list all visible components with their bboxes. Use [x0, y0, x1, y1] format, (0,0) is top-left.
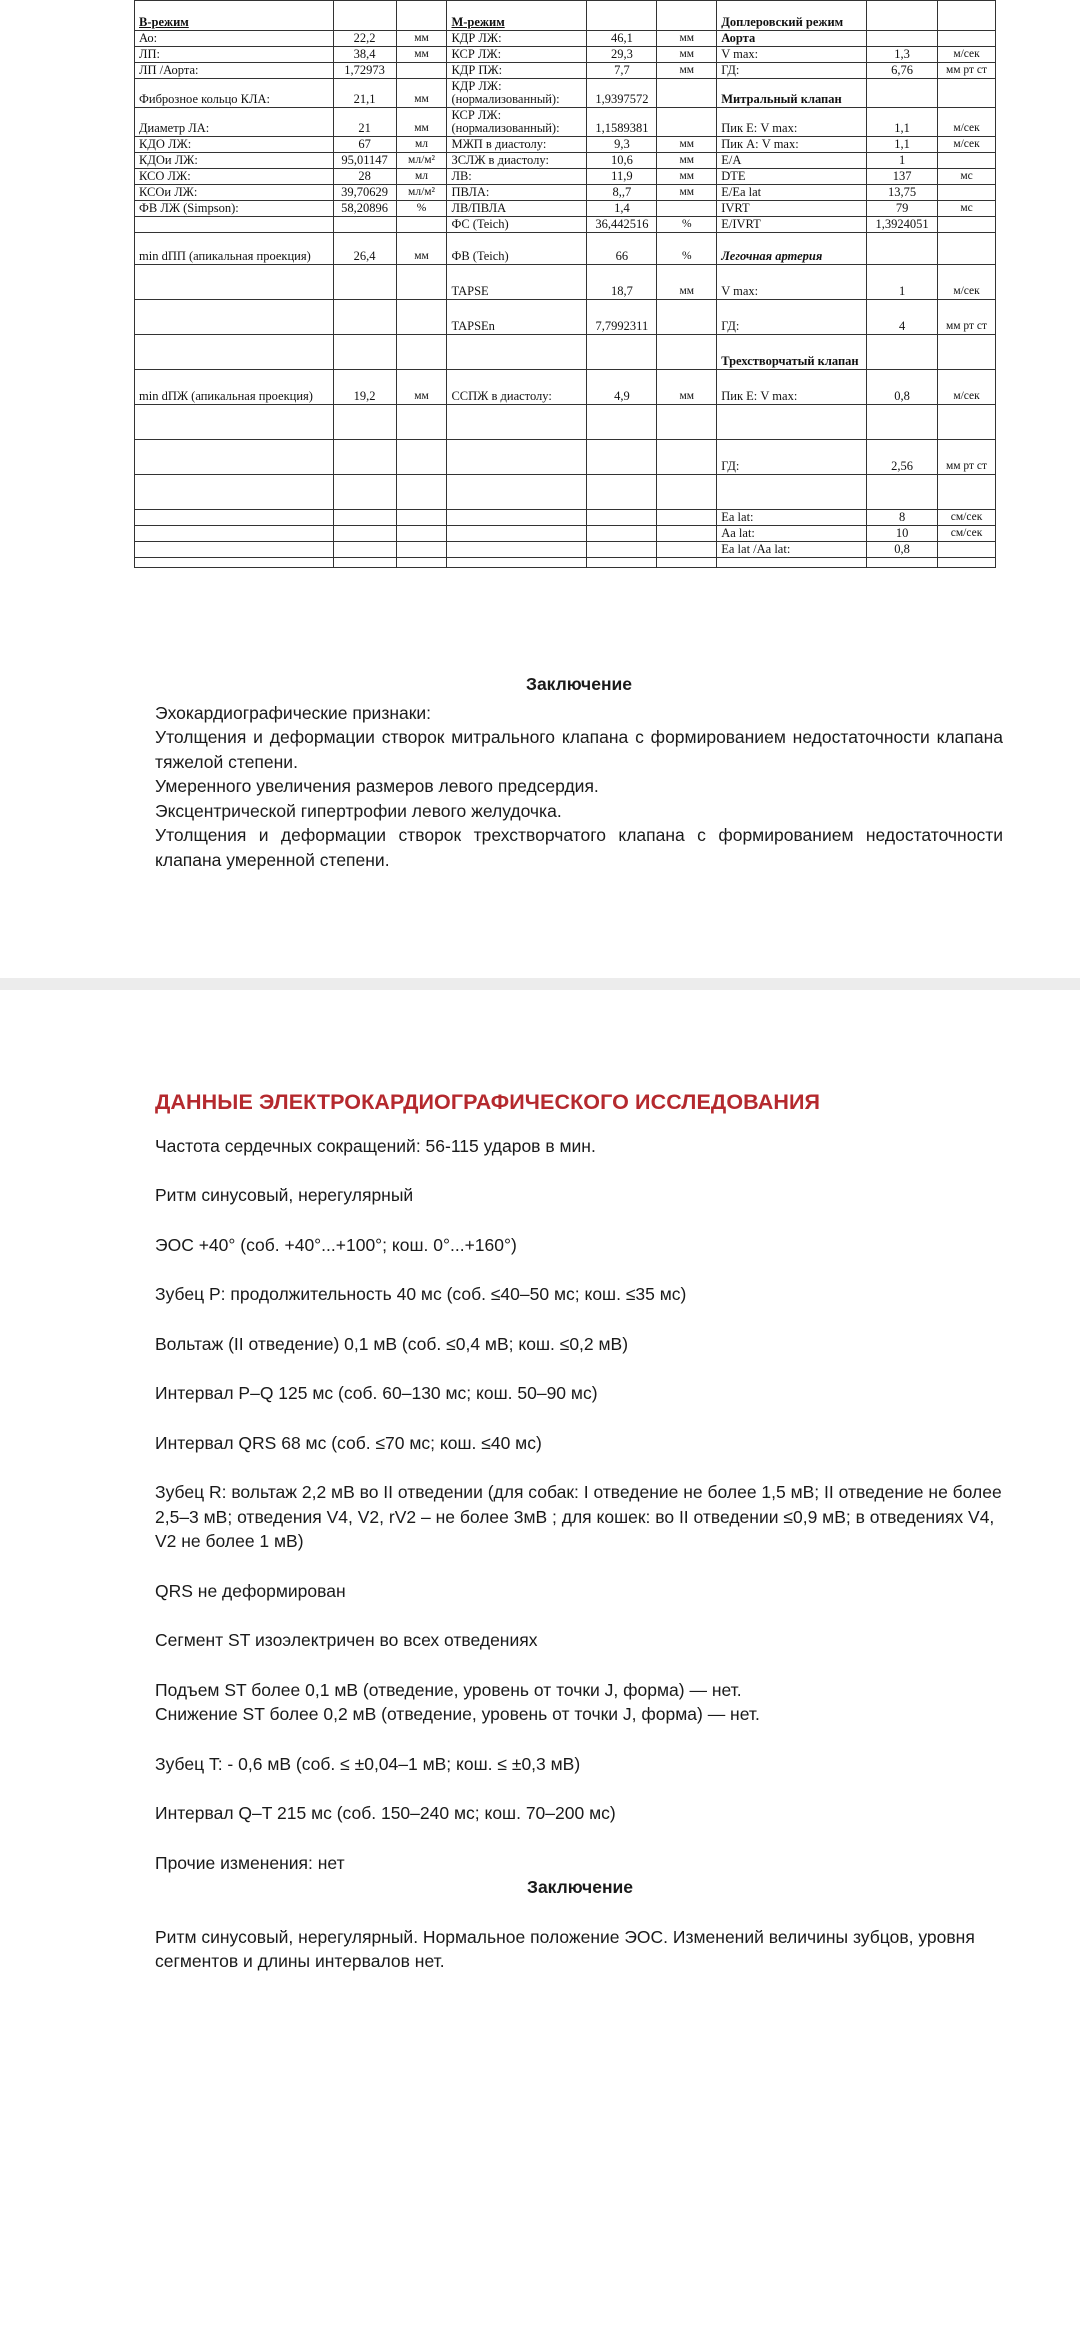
- b-mode-label: [135, 335, 334, 370]
- m-mode-label: МЖП в диастолу:: [447, 137, 587, 153]
- doppler-unit: см/сек: [938, 510, 996, 526]
- ecg-r-wave: Зубец R: вольтаж 2,2 мВ во II отведении (для собак: I отведение не более 1,5 мВ; II отведение не более 2,5–3 мВ; отведения V4, V2, rV2 – не более 3мВ ; для кошек: во II отведении ≤0,9 мВ; в отведениях V4, V2 не более 1 мВ): [155, 1482, 1002, 1551]
- m-mode-label: [447, 542, 587, 558]
- doppler-unit: [938, 405, 996, 440]
- m-mode-unit: мм: [657, 185, 717, 201]
- b-mode-value: [333, 217, 396, 233]
- doppler-unit: [938, 185, 996, 201]
- doppler-label: Легочная артерия: [717, 233, 867, 265]
- b-mode-value: [333, 475, 396, 510]
- m-mode-unit: мм: [657, 137, 717, 153]
- doppler-value: [867, 335, 938, 370]
- b-mode-unit: мл: [396, 137, 447, 153]
- b-mode-value: 39,70629: [333, 185, 396, 201]
- ecg-rhythm: Ритм синусовый, нерегулярный: [155, 1185, 414, 1205]
- b-mode-label: [135, 440, 334, 475]
- doppler-unit: мс: [938, 201, 996, 217]
- doppler-label: Ea lat /Aa lat:: [717, 542, 867, 558]
- doppler-unit: мм рт ст: [938, 63, 996, 79]
- table-row: [135, 31, 996, 47]
- m-mode-value: [587, 440, 657, 475]
- doppler-value: 1: [867, 265, 938, 300]
- m-mode-unit: [657, 201, 717, 217]
- b-mode-unit: [396, 510, 447, 526]
- b-mode-label: [135, 405, 334, 440]
- b-mode-unit: мл/м²: [396, 185, 447, 201]
- b-mode-label: [135, 475, 334, 510]
- doppler-unit: м/сек: [938, 370, 996, 405]
- table-row: [135, 300, 996, 335]
- table-row: [135, 370, 996, 405]
- ecg-pq-interval: Интервал P–Q 125 мс (соб. 60–130 мс; кош. 50–90 мс): [155, 1383, 598, 1403]
- m-mode-label: КДР ЛЖ: (нормализованный):: [447, 79, 587, 108]
- doppler-value: 4: [867, 300, 938, 335]
- doppler-label: Aa lat:: [717, 526, 867, 542]
- doppler-label: [717, 558, 867, 568]
- doppler-unit: мс: [938, 169, 996, 185]
- table-row: [135, 217, 996, 233]
- b-mode-label: min dПЖ (апикальная проекция): [135, 370, 334, 405]
- m-mode-unit: мм: [657, 47, 717, 63]
- ecg-page: [155, 1090, 1005, 1974]
- doppler-label: V max:: [717, 47, 867, 63]
- m-mode-value: 4,9: [587, 370, 657, 405]
- m-mode-label: [447, 440, 587, 475]
- m-mode-label: [447, 405, 587, 440]
- doppler-value: 0,8: [867, 370, 938, 405]
- b-mode-value: 67: [333, 137, 396, 153]
- echo-conclusion-intro: Эхокардиографические признаки:: [155, 702, 432, 723]
- b-mode-label: КСОи ЛЖ:: [135, 185, 334, 201]
- doppler-unit: [938, 217, 996, 233]
- m-mode-value: 7,7: [587, 63, 657, 79]
- ecg-st-rise: Подъем ST более 0,1 мВ (отведение, уровень от точки J, форма) — нет.: [155, 1679, 742, 1700]
- doppler-header: Доплеровский режим: [717, 1, 867, 31]
- ecg-eos: ЭОС +40° (соб. +40°...+100°; кош. 0°...+160°): [155, 1234, 517, 1255]
- echo-conclusion-p3: Эксцентрической гипертрофии левого желудочка.: [155, 800, 562, 821]
- doppler-label: Пик Е: V max:: [717, 370, 867, 405]
- m-mode-unit: мм: [657, 31, 717, 47]
- doppler-unit: мм рт ст: [938, 440, 996, 475]
- b-mode-label: [135, 300, 334, 335]
- echo-conclusion-title: Заключение: [525, 674, 633, 694]
- doppler-unit: [938, 153, 996, 169]
- m-mode-label: ССПЖ в диастолу:: [447, 370, 587, 405]
- b-mode-unit: [396, 335, 447, 370]
- b-mode-unit: мм: [396, 31, 447, 47]
- echo-header-row: [135, 1, 996, 31]
- doppler-value: 137: [867, 169, 938, 185]
- b-mode-unit: [396, 265, 447, 300]
- b-mode-value: 21,1: [333, 79, 396, 108]
- b-mode-label: [135, 217, 334, 233]
- doppler-value: 1,1: [867, 137, 938, 153]
- doppler-label: Митральный клапан: [717, 79, 867, 108]
- m-mode-label: [447, 335, 587, 370]
- doppler-unit: [938, 233, 996, 265]
- table-row: [135, 153, 996, 169]
- m-mode-unit: [657, 440, 717, 475]
- m-mode-unit: [657, 558, 717, 568]
- table-row: [135, 335, 996, 370]
- b-mode-label: [135, 265, 334, 300]
- doppler-label: DTE: [717, 169, 867, 185]
- doppler-value: 6,76: [867, 63, 938, 79]
- doppler-value: [867, 79, 938, 108]
- doppler-label: E/IVRT: [717, 217, 867, 233]
- m-mode-label: КСР ЛЖ: (нормализованный):: [447, 108, 587, 137]
- m-mode-value: 1,9397572: [587, 79, 657, 108]
- echo-table: [134, 0, 996, 568]
- m-mode-label: КДР ПЖ:: [447, 63, 587, 79]
- m-mode-value: 36,442516: [587, 217, 657, 233]
- table-row: [135, 233, 996, 265]
- b-mode-unit: [396, 440, 447, 475]
- m-mode-value: 18,7: [587, 265, 657, 300]
- doppler-unit: [938, 79, 996, 108]
- m-mode-label: ФВ (Teich): [447, 233, 587, 265]
- table-row: [135, 108, 996, 137]
- m-mode-value: [587, 405, 657, 440]
- table-row: [135, 47, 996, 63]
- m-mode-label: КСР ЛЖ:: [447, 47, 587, 63]
- ecg-qrs-interval: Интервал QRS 68 мс (соб. ≤70 мс; кош. ≤40 мс): [155, 1432, 542, 1453]
- b-mode-value: [333, 440, 396, 475]
- doppler-unit: [938, 31, 996, 47]
- b-mode-unit: мм: [396, 79, 447, 108]
- m-mode-value: 9,3: [587, 137, 657, 153]
- b-mode-unit: %: [396, 201, 447, 217]
- m-mode-value: 46,1: [587, 31, 657, 47]
- m-mode-value: [587, 475, 657, 510]
- b-mode-label: КДОи ЛЖ:: [135, 153, 334, 169]
- echo-conclusion-p2: Умеренного увеличения размеров левого предсердия.: [155, 776, 599, 796]
- ecg-qrs-shape: QRS не деформирован: [155, 1580, 346, 1601]
- m-mode-label: [447, 475, 587, 510]
- table-row: [135, 169, 996, 185]
- m-mode-value: [587, 542, 657, 558]
- doppler-value: 1,1: [867, 108, 938, 137]
- doppler-unit: [938, 542, 996, 558]
- page-divider: [0, 978, 1080, 990]
- ecg-t-wave: Зубец T: - 0,6 мВ (соб. ≤ ±0,04–1 мВ; кош. ≤ ±0,3 мВ): [155, 1753, 581, 1774]
- b-mode-label: [135, 542, 334, 558]
- doppler-label: ГД:: [717, 63, 867, 79]
- doppler-unit: м/сек: [938, 265, 996, 300]
- table-row: [135, 510, 996, 526]
- table-row: [135, 265, 996, 300]
- doppler-unit: см/сек: [938, 526, 996, 542]
- b-mode-label: КСО ЛЖ:: [135, 169, 334, 185]
- m-mode-value: 7,7992311: [587, 300, 657, 335]
- b-mode-value: 26,4: [333, 233, 396, 265]
- b-mode-unit: [396, 63, 447, 79]
- b-mode-label: [135, 526, 334, 542]
- b-mode-label: [135, 558, 334, 568]
- m-mode-label: [447, 558, 587, 568]
- b-mode-value: [333, 300, 396, 335]
- m-mode-value: 29,3: [587, 47, 657, 63]
- m-mode-header: М-режим: [447, 1, 587, 31]
- doppler-value: 8: [867, 510, 938, 526]
- b-mode-unit: мл/м²: [396, 153, 447, 169]
- b-mode-label: [135, 510, 334, 526]
- doppler-label: Аорта: [717, 31, 867, 47]
- b-mode-value: [333, 265, 396, 300]
- doppler-unit: мм рт ст: [938, 300, 996, 335]
- m-mode-unit: [657, 108, 717, 137]
- table-row: [135, 63, 996, 79]
- ecg-other-changes: Прочие изменения: нет: [155, 1852, 345, 1873]
- doppler-unit: м/сек: [938, 137, 996, 153]
- doppler-value: 1,3: [867, 47, 938, 63]
- table-row: [135, 475, 996, 510]
- echo-page: [0, 0, 1080, 978]
- b-mode-value: [333, 526, 396, 542]
- table-row: [135, 185, 996, 201]
- table-row: [135, 137, 996, 153]
- b-mode-value: [333, 405, 396, 440]
- table-row: [135, 542, 996, 558]
- b-mode-value: 95,01147: [333, 153, 396, 169]
- ecg-p-wave: Зубец P: продолжительность 40 мс (соб. ≤40–50 мс; кош. ≤35 мс): [155, 1284, 687, 1304]
- table-row: [135, 201, 996, 217]
- doppler-label: Пик А: V max:: [717, 137, 867, 153]
- b-mode-label: min dПП (апикальная проекция): [135, 233, 334, 265]
- doppler-value: [867, 31, 938, 47]
- doppler-label: ГД:: [717, 440, 867, 475]
- doppler-label: [717, 475, 867, 510]
- m-mode-value: 10,6: [587, 153, 657, 169]
- m-mode-unit: [657, 542, 717, 558]
- echo-conclusion-p1: Утолщения и деформации створок митрального клапана с формированием недостаточности клапана тяжелой степени.: [155, 727, 1003, 772]
- doppler-label: Ea lat:: [717, 510, 867, 526]
- b-mode-label: Ао:: [135, 31, 334, 47]
- m-mode-value: [587, 558, 657, 568]
- b-mode-value: [333, 558, 396, 568]
- b-mode-unit: [396, 542, 447, 558]
- ecg-heart-rate: Частота сердечных сокращений: 56-115 ударов в мин.: [155, 1135, 596, 1156]
- b-mode-unit: [396, 300, 447, 335]
- b-mode-value: 58,20896: [333, 201, 396, 217]
- doppler-label: Пик Е: V max:: [717, 108, 867, 137]
- table-row: [135, 558, 996, 568]
- doppler-value: 1: [867, 153, 938, 169]
- m-mode-label: ПВЛА:: [447, 185, 587, 201]
- doppler-unit: [938, 475, 996, 510]
- ecg-title: ДАННЫЕ ЭЛЕКТРОКАРДИОГРАФИЧЕСКОГО ИССЛЕДОВАНИЯ: [155, 1090, 821, 1114]
- m-mode-unit: мм: [657, 169, 717, 185]
- b-mode-value: [333, 542, 396, 558]
- b-mode-value: 19,2: [333, 370, 396, 405]
- ecg-conclusion: Ритм синусовый, нерегулярный. Нормальное положение ЭОС. Изменений величины зубцов, уровня сегментов и длины интервалов нет.: [155, 1926, 975, 1971]
- table-row: [135, 405, 996, 440]
- doppler-value: [867, 233, 938, 265]
- m-mode-value: [587, 510, 657, 526]
- m-mode-unit: [657, 510, 717, 526]
- doppler-label: Трехстворчатый клапан: [717, 335, 867, 370]
- doppler-label: E/Ea lat: [717, 185, 867, 201]
- b-mode-label: КДО ЛЖ:: [135, 137, 334, 153]
- m-mode-label: ФС (Teich): [447, 217, 587, 233]
- b-mode-unit: мм: [396, 233, 447, 265]
- b-mode-unit: [396, 217, 447, 233]
- doppler-value: 0,8: [867, 542, 938, 558]
- b-mode-label: ЛП:: [135, 47, 334, 63]
- ecg-st-segment: Сегмент ST изоэлектричен во всех отведениях: [155, 1630, 538, 1650]
- b-mode-label: Фиброзное кольцо КЛА:: [135, 79, 334, 108]
- m-mode-label: КДР ЛЖ:: [447, 31, 587, 47]
- b-mode-value: 21: [333, 108, 396, 137]
- b-mode-unit: [396, 558, 447, 568]
- m-mode-unit: [657, 79, 717, 108]
- m-mode-unit: [657, 300, 717, 335]
- m-mode-unit: мм: [657, 370, 717, 405]
- b-mode-unit: мл: [396, 169, 447, 185]
- ecg-voltage: Вольтаж (II отведение) 0,1 мВ (соб. ≤0,4 мВ; кош. ≤0,2 мВ): [155, 1333, 629, 1354]
- b-mode-label: ФВ ЛЖ (Simpson):: [135, 201, 334, 217]
- ecg-st-drop: Снижение ST более 0,2 мВ (отведение, уровень от точки J, форма) — нет.: [155, 1704, 760, 1724]
- b-mode-unit: мм: [396, 47, 447, 63]
- b-mode-value: 1,72973: [333, 63, 396, 79]
- doppler-label: [717, 405, 867, 440]
- m-mode-label: [447, 526, 587, 542]
- echo-conclusion: [155, 672, 1003, 872]
- m-mode-value: 1,4: [587, 201, 657, 217]
- m-mode-unit: %: [657, 217, 717, 233]
- m-mode-label: ЗСЛЖ в диастолу:: [447, 153, 587, 169]
- table-row: [135, 526, 996, 542]
- b-mode-value: 22,2: [333, 31, 396, 47]
- doppler-label: ГД:: [717, 300, 867, 335]
- doppler-label: E/A: [717, 153, 867, 169]
- doppler-value: [867, 475, 938, 510]
- doppler-label: IVRT: [717, 201, 867, 217]
- b-mode-unit: [396, 475, 447, 510]
- doppler-value: 10: [867, 526, 938, 542]
- doppler-value: [867, 405, 938, 440]
- m-mode-value: [587, 526, 657, 542]
- doppler-unit: [938, 558, 996, 568]
- b-mode-header: В-режим: [135, 1, 334, 31]
- m-mode-unit: %: [657, 233, 717, 265]
- doppler-unit: [938, 335, 996, 370]
- m-mode-label: ЛВ/ПВЛА: [447, 201, 587, 217]
- m-mode-unit: [657, 405, 717, 440]
- b-mode-value: [333, 510, 396, 526]
- echo-conclusion-p4: Утолщения и деформации створок трехстворчатого клапана с формированием недостаточности клапана умеренной степени.: [155, 825, 1003, 870]
- b-mode-value: 38,4: [333, 47, 396, 63]
- b-mode-unit: [396, 526, 447, 542]
- ecg-qt-interval: Интервал Q–T 215 мс (соб. 150–240 мс; кош. 70–200 мс): [155, 1803, 616, 1823]
- m-mode-label: [447, 510, 587, 526]
- b-mode-value: [333, 335, 396, 370]
- m-mode-value: 8,,7: [587, 185, 657, 201]
- b-mode-unit: мм: [396, 108, 447, 137]
- doppler-label: V max:: [717, 265, 867, 300]
- m-mode-label: TAPSE: [447, 265, 587, 300]
- doppler-value: 1,3924051: [867, 217, 938, 233]
- b-mode-unit: мм: [396, 370, 447, 405]
- table-row: [135, 440, 996, 475]
- m-mode-unit: [657, 475, 717, 510]
- m-mode-value: 1,1589381: [587, 108, 657, 137]
- doppler-value: [867, 558, 938, 568]
- b-mode-unit: [396, 405, 447, 440]
- m-mode-value: 11,9: [587, 169, 657, 185]
- table-row: [135, 79, 996, 108]
- b-mode-value: 28: [333, 169, 396, 185]
- m-mode-unit: мм: [657, 153, 717, 169]
- doppler-unit: м/сек: [938, 47, 996, 63]
- m-mode-unit: [657, 526, 717, 542]
- m-mode-label: TAPSEn: [447, 300, 587, 335]
- doppler-value: 13,75: [867, 185, 938, 201]
- m-mode-unit: мм: [657, 265, 717, 300]
- doppler-value: 2,56: [867, 440, 938, 475]
- ecg-conclusion-title: Заключение: [526, 1877, 634, 1897]
- m-mode-label: ЛВ:: [447, 169, 587, 185]
- b-mode-label: ЛП /Аорта:: [135, 63, 334, 79]
- doppler-unit: м/сек: [938, 108, 996, 137]
- m-mode-unit: мм: [657, 63, 717, 79]
- doppler-value: 79: [867, 201, 938, 217]
- m-mode-value: 66: [587, 233, 657, 265]
- m-mode-unit: [657, 335, 717, 370]
- b-mode-label: Диаметр ЛА:: [135, 108, 334, 137]
- m-mode-value: [587, 335, 657, 370]
